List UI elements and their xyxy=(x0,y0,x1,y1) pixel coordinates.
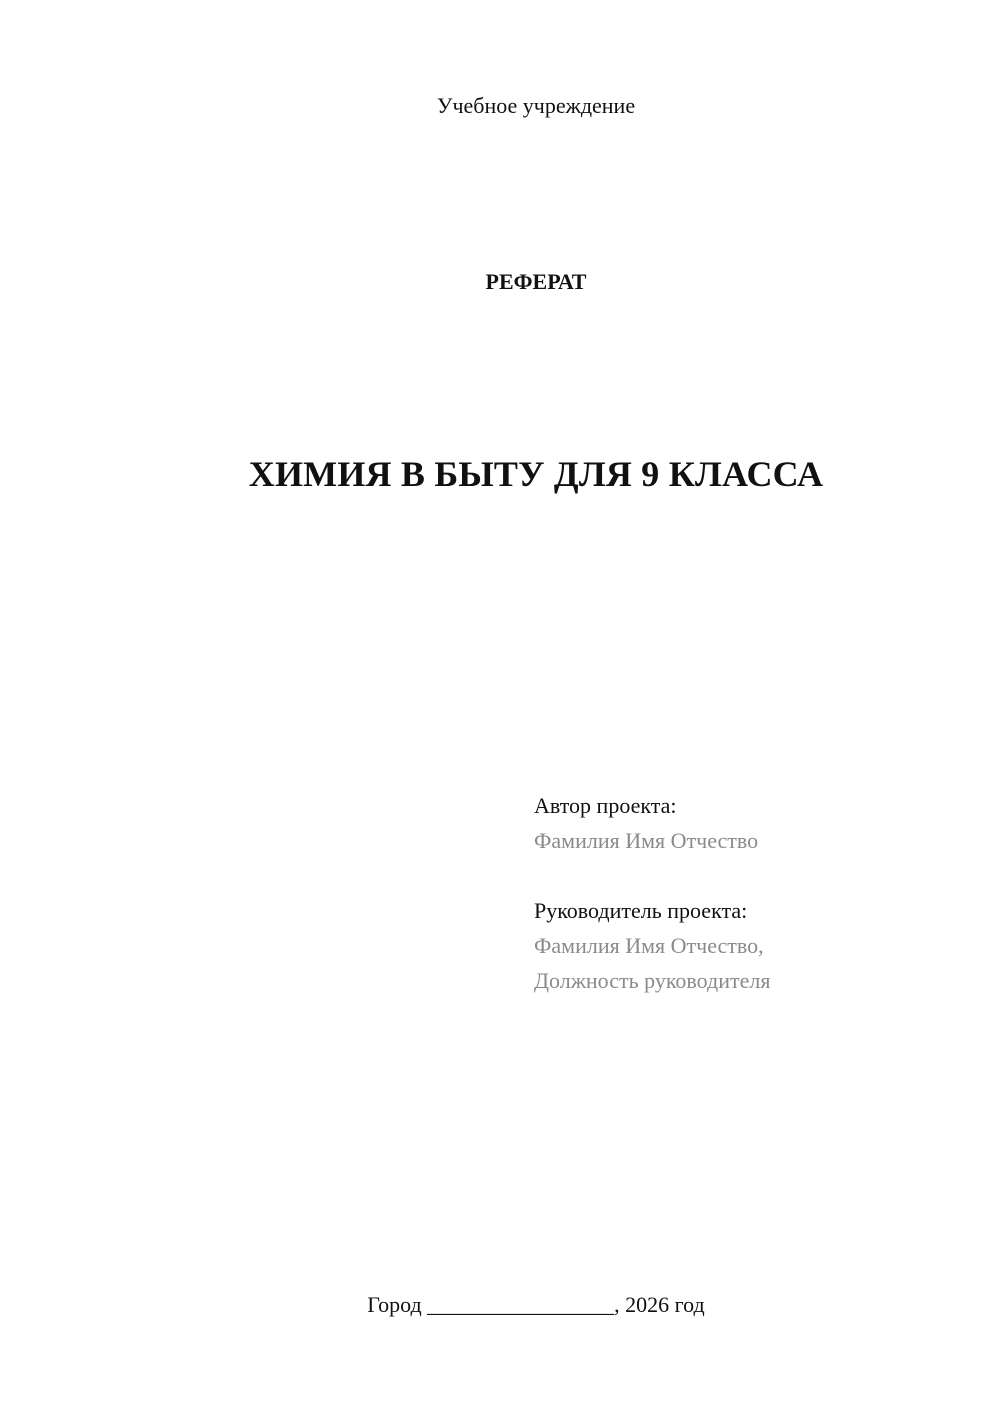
author-label: Автор проекта: xyxy=(534,793,677,818)
authors-spacer xyxy=(534,858,974,893)
authors-block xyxy=(534,788,974,998)
document-title: ХИМИЯ В БЫТУ ДЛЯ 9 КЛАССА xyxy=(248,454,824,494)
supervisor-position-placeholder: Должность руководителя xyxy=(534,968,771,993)
author-name-placeholder: Фамилия Имя Отчество xyxy=(534,828,759,853)
supervisor-name-placeholder: Фамилия Имя Отчество, xyxy=(534,933,764,958)
supervisor-label: Руководитель проекта: xyxy=(534,898,748,923)
institution-name: Учебное учреждение xyxy=(436,93,636,118)
city-year-line: Город _________________, 2026 год xyxy=(367,1292,705,1317)
document-type: РЕФЕРАТ xyxy=(485,269,587,294)
